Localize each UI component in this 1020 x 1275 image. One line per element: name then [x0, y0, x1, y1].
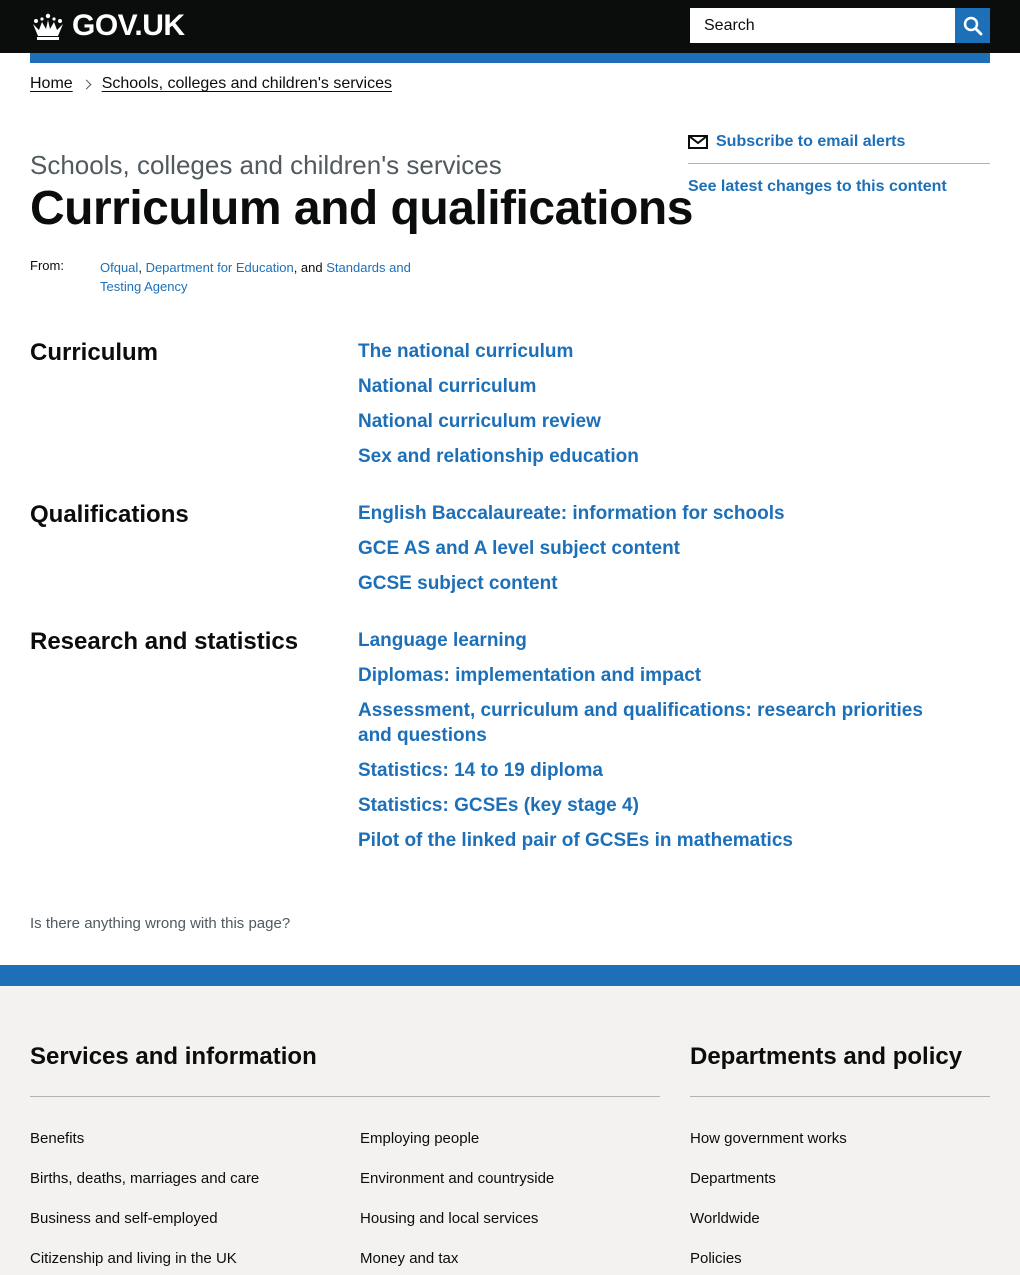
list-item: [358, 793, 958, 818]
footer-link[interactable]: Benefits: [30, 1130, 85, 1147]
list-item: [358, 698, 958, 748]
subscribe-email-alerts-link[interactable]: Subscribe to email alerts: [716, 133, 906, 150]
footer-link[interactable]: Births, deaths, marriages and care: [30, 1170, 260, 1187]
org-separator: , and: [293, 260, 323, 275]
list-item: [30, 1250, 259, 1275]
divider: [688, 163, 990, 164]
crown-icon: [30, 12, 66, 40]
page-caption: Schools, colleges and children's services: [30, 150, 502, 180]
list-item: [358, 501, 958, 526]
topic-link[interactable]: National curriculum review: [358, 411, 601, 432]
search-form: [690, 8, 990, 43]
search-input[interactable]: [690, 8, 955, 43]
report-problem-link[interactable]: Is there anything wrong with this page?: [30, 915, 291, 932]
topic-link[interactable]: Sex and relationship education: [358, 446, 639, 467]
footer-link[interactable]: Business and self-employed: [30, 1210, 218, 1227]
organisations-metadata: [30, 258, 430, 296]
header-accent-bar: [30, 53, 990, 63]
govuk-logo-link[interactable]: [30, 8, 185, 44]
topic-link[interactable]: Language learning: [358, 630, 527, 651]
footer-heading-services: Services and information: [30, 1043, 317, 1070]
list-item: [360, 1170, 554, 1210]
list-item: [358, 444, 958, 469]
sidebar: [688, 130, 990, 196]
section-heading-qualifications: Qualifications: [30, 501, 189, 528]
logo-text: GOV.UK: [72, 9, 185, 42]
topic-link[interactable]: Statistics: GCSEs (key stage 4): [358, 795, 639, 816]
list-item: [358, 536, 958, 561]
from-label: From:: [30, 258, 64, 273]
list-item: [30, 1210, 259, 1250]
curriculum-links: [358, 339, 958, 479]
footer-accent-bar: [0, 965, 1020, 986]
site-footer: [0, 965, 1020, 1275]
chevron-right-icon: [81, 79, 91, 89]
list-item: [358, 628, 958, 653]
page-title: Curriculum and qualifications: [30, 182, 693, 235]
topic-link[interactable]: Diplomas: implementation and impact: [358, 665, 702, 686]
subscribe-row: [688, 130, 990, 154]
list-item: [30, 1170, 259, 1210]
breadcrumb-home[interactable]: Home: [30, 75, 73, 92]
divider: [690, 1096, 990, 1097]
footer-link[interactable]: How government works: [690, 1130, 847, 1147]
org-link-ofqual[interactable]: Ofqual: [100, 260, 139, 275]
list-item: [358, 758, 958, 783]
list-item: [360, 1130, 554, 1170]
latest-changes-link[interactable]: See latest changes to this content: [688, 178, 947, 195]
footer-link[interactable]: Employing people: [360, 1130, 480, 1147]
topic-link[interactable]: Statistics: 14 to 19 diploma: [358, 760, 603, 781]
organisation-list: [100, 258, 430, 296]
org-link-dfe[interactable]: Department for Education: [145, 260, 294, 275]
search-icon: [963, 16, 983, 36]
footer-link[interactable]: Money and tax: [360, 1250, 459, 1267]
footer-link[interactable]: Housing and local services: [360, 1210, 539, 1227]
latest-changes: [688, 178, 990, 196]
footer-link[interactable]: Environment and countryside: [360, 1170, 555, 1187]
section-heading-curriculum: Curriculum: [30, 339, 159, 366]
list-item: [358, 374, 958, 399]
footer-services-col-2: [360, 1130, 554, 1275]
list-item: [690, 1170, 847, 1210]
topic-link[interactable]: Assessment, curriculum and qualifications: research priorities and questions: [358, 700, 923, 746]
footer-departments-col: [690, 1130, 847, 1275]
org-link-sta[interactable]: Standards and Testing Agency: [100, 260, 411, 294]
list-item: [358, 663, 958, 688]
topic-link[interactable]: Pilot of the linked pair of GCSEs in mathematics: [358, 830, 793, 851]
breadcrumb-schools[interactable]: Schools, colleges and children's services: [101, 75, 392, 92]
list-item: [358, 339, 958, 364]
search-button[interactable]: [955, 8, 990, 43]
list-item: [358, 409, 958, 434]
footer-heading-departments: Departments and policy: [690, 1043, 963, 1070]
org-separator: ,: [138, 260, 142, 275]
topic-link[interactable]: GCSE subject content: [358, 573, 558, 594]
section-heading-research: Research and statistics: [30, 628, 299, 655]
list-item: [358, 571, 958, 596]
list-item: [690, 1250, 847, 1275]
breadcrumb: [30, 75, 392, 93]
list-item: [690, 1130, 847, 1170]
research-links: [358, 628, 958, 863]
topic-link[interactable]: GCE AS and A level subject content: [358, 538, 681, 559]
report-problem: [30, 915, 290, 932]
topic-link[interactable]: National curriculum: [358, 376, 537, 397]
divider: [30, 1096, 660, 1097]
list-item: [360, 1210, 554, 1250]
footer-link[interactable]: Departments: [690, 1170, 776, 1187]
envelope-icon: [688, 135, 708, 149]
footer-link[interactable]: Worldwide: [690, 1210, 760, 1227]
list-item: [30, 1130, 259, 1170]
list-item: [690, 1210, 847, 1250]
site-header: [0, 0, 1020, 53]
footer-link[interactable]: Citizenship and living in the UK: [30, 1250, 237, 1267]
list-item: [358, 828, 958, 853]
footer-link[interactable]: Policies: [690, 1250, 742, 1267]
list-item: [360, 1250, 554, 1275]
qualifications-links: [358, 501, 958, 606]
topic-link[interactable]: English Baccalaureate: information for schools: [358, 503, 785, 524]
footer-services-col-1: [30, 1130, 259, 1275]
topic-link[interactable]: The national curriculum: [358, 341, 574, 362]
